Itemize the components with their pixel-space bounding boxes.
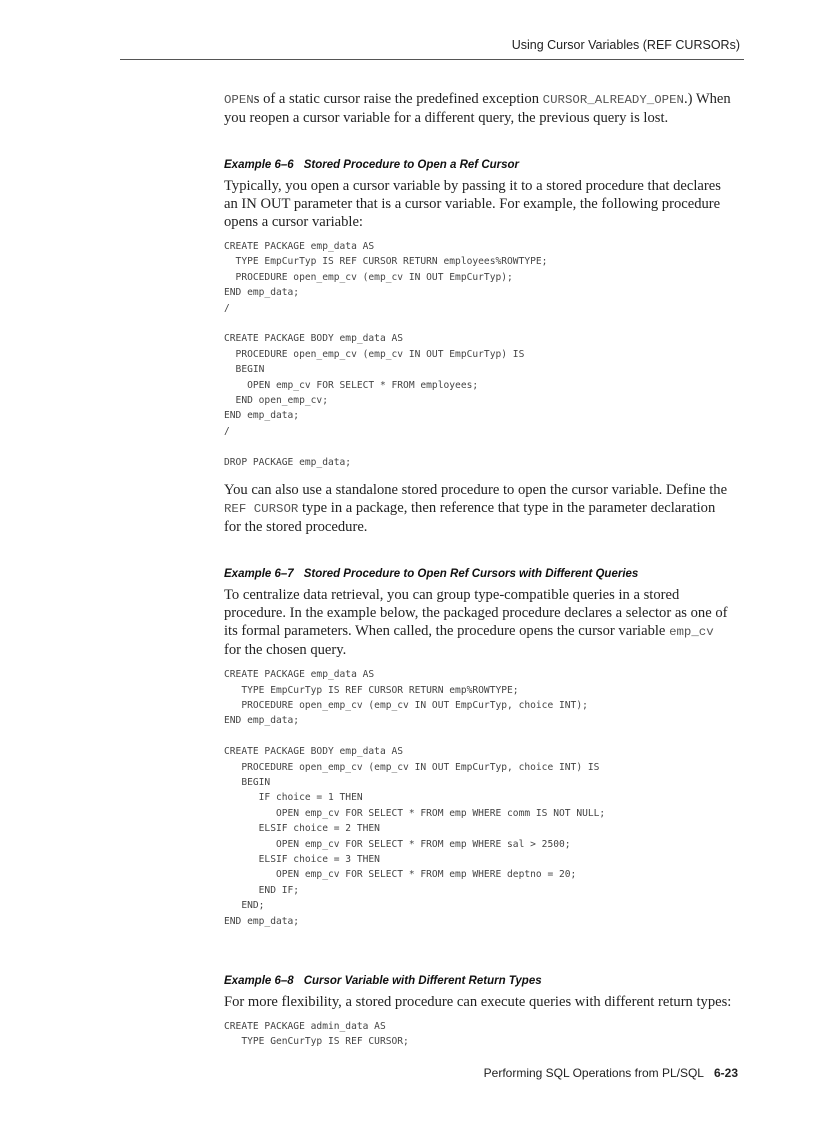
standalone-code-ref-cursor: REF CURSOR [224,502,299,517]
example-6-8-description: For more flexibility, a stored procedure can execute queries with different return types: [224,994,732,1010]
page-footer [484,1066,738,1080]
page-number: 6-23 [713,1066,738,1080]
example-6-7-heading: Example 6–7 Stored Procedure to Open Ref Cursors with Different Queries [224,568,639,581]
running-header: Using Cursor Variables (REF CURSORs) [511,38,740,52]
intro-code-exception: CURSOR_ALREADY_OPEN [542,93,684,107]
example-6-6-heading: Example 6–6 Stored Procedure to Open a Ref Cursor [224,159,520,171]
example-6-6-code: CREATE PACKAGE emp_data AS TYPE EmpCurTyp IS REF CURSOR RETURN employees%ROWTYPE; PROCEDURE open_emp_cv (emp_cv IN OUT EmpCurTyp); END emp_data; / CREATE PACKAGE BODY emp_data AS PROCEDURE open_emp_cv (emp_cv IN OUT EmpCurTyp) IS BEGIN OPEN emp_cv FOR SELECT * FROM employees; END open_emp_cv; END emp_data; / DROP PACKAGE emp_data; [224,241,548,468]
example-6-7-code-emp-cv: emp_cv [669,625,714,640]
intro-code-open: OPEN [224,93,254,107]
example-6-7-description: To centralize data retrieval, you can group type-compatible queries in a stored procedure. In the example below, the packaged procedure declares a selector as one of its formal parameters. When called, the procedure opens the cursor variable emp_cv for the chosen query. [224,587,728,659]
example-6-7-code: CREATE PACKAGE emp_data AS TYPE EmpCurTyp IS REF CURSOR RETURN emp%ROWTYPE; PROCEDURE open_emp_cv (emp_cv IN OUT EmpCurTyp, choice INT); END emp_data; CREATE PACKAGE BODY emp_data AS PROCEDURE open_emp_cv (emp_cv IN OUT EmpCurTyp, choice INT) IS BEGIN IF choice = 1 THEN OPEN emp_cv FOR SELECT * FROM emp WHERE comm IS NOT NULL; ELSIF choice = 2 THEN OPEN emp_cv FOR SELECT * FROM emp WHERE sal > 2500; ELSIF choice = 3 THEN OPEN emp_cv FOR SELECT * FROM emp WHERE deptno = 20; END IF; END; END emp_data; [224,669,606,927]
footer-title: Performing SQL Operations from PL/SQL [483,1066,704,1080]
intro-paragraph: OPENs of a static cursor raise the predefined exception CURSOR_ALREADY_OPEN.) When you reopen a cursor variable for a different query, the previous query is lost. [224,91,731,126]
example-6-8-code: CREATE PACKAGE admin_data AS TYPE GenCurTyp IS REF CURSOR; [224,1021,409,1048]
page-content [224,90,734,1050]
example-6-8-heading: Example 6–8 Cursor Variable with Different Return Types [224,975,542,987]
standalone-paragraph: You can also use a standalone stored procedure to open the cursor variable. Define the REF CURSOR type in a package, then reference that type in the parameter declaration for the stored procedure. [224,482,728,536]
example-6-6-description: Typically, you open a cursor variable by passing it to a stored procedure that declares an IN OUT parameter that is a cursor variable. For example, the following procedure opens a cursor variable: [224,178,721,230]
header-rule [120,59,744,60]
